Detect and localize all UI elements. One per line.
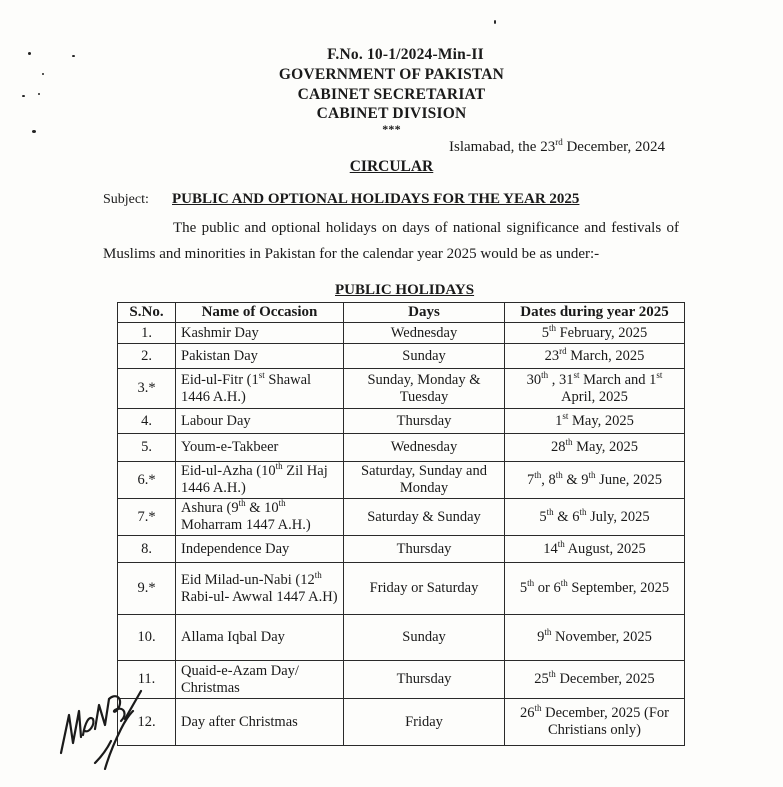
ordinal-suffix: th: [548, 669, 556, 680]
table-body: [118, 323, 685, 746]
occasion-cell: Labour Day: [176, 409, 344, 434]
ordinal-suffix: th: [534, 703, 542, 714]
table-row: [118, 462, 685, 499]
table-row: [118, 369, 685, 409]
place-date-sup: rd: [555, 137, 563, 147]
sno-cell: 7.*: [118, 499, 176, 536]
days-cell: Sunday: [344, 615, 505, 661]
sno-cell: 6.*: [118, 462, 176, 499]
sno-cell: 10.: [118, 615, 176, 661]
ordinal-suffix: th: [238, 498, 246, 509]
occasion-cell: Eid-ul-Fitr (1st Shawal 1446 A.H.): [176, 369, 344, 409]
dates-cell: 25th December, 2025: [505, 661, 685, 699]
dates-cell: 14th August, 2025: [505, 536, 685, 563]
ordinal-suffix: th: [579, 506, 587, 517]
days-cell: Thursday: [344, 536, 505, 563]
scan-speck: [494, 20, 496, 24]
dates-cell: 7th, 8th & 9th June, 2025: [505, 462, 685, 499]
ordinal-suffix: th: [275, 461, 283, 472]
occasion-cell: Ashura (9th & 10th Moharram 1447 A.H.): [176, 499, 344, 536]
table-row: [118, 661, 685, 699]
holidays-table: [117, 302, 685, 746]
occasion-cell: Eid-ul-Azha (10th Zil Haj 1446 A.H.): [176, 462, 344, 499]
ordinal-suffix: st: [258, 369, 265, 380]
table-title: PUBLIC HOLIDAYS: [335, 282, 475, 298]
ordinal-suffix: th: [555, 469, 563, 480]
days-cell: Thursday: [344, 661, 505, 699]
column-header: S.No.: [118, 303, 176, 323]
dates-cell: 30th , 31st March and 1st April, 2025: [505, 369, 685, 409]
dates-cell: 26th December, 2025 (For Christians only): [505, 699, 685, 746]
file-number: F.No. 10-1/2024-Min-II: [327, 46, 484, 63]
dates-cell: 5th February, 2025: [505, 323, 685, 344]
ordinal-suffix: rd: [559, 345, 567, 356]
sno-cell: 3.*: [118, 369, 176, 409]
sno-cell: 9.*: [118, 563, 176, 615]
days-cell: Friday: [344, 699, 505, 746]
ordinal-suffix: th: [534, 469, 542, 480]
ordinal-suffix: st: [656, 369, 663, 380]
days-cell: Thursday: [344, 409, 505, 434]
days-cell: Friday or Saturday: [344, 563, 505, 615]
table-row: [118, 536, 685, 563]
table-row: [118, 563, 685, 615]
government-heading: GOVERNMENT OF PAKISTAN: [278, 66, 505, 83]
days-cell: Saturday, Sunday and Monday: [344, 462, 505, 499]
table-row: [118, 344, 685, 369]
occasion-cell: Quaid-e-Azam Day/ Christmas: [176, 661, 344, 699]
days-cell: Sunday, Monday & Tuesday: [344, 369, 505, 409]
dates-cell: 5th & 6th July, 2025: [505, 499, 685, 536]
table-row: [118, 434, 685, 462]
dates-cell: 28th May, 2025: [505, 434, 685, 462]
occasion-cell: Kashmir Day: [176, 323, 344, 344]
place-date-prefix: Islamabad, the 23: [449, 139, 556, 155]
signature: [55, 685, 150, 770]
division-heading: CABINET DIVISION: [316, 105, 467, 122]
ordinal-suffix: th: [546, 506, 554, 517]
dates-cell: 1st May, 2025: [505, 409, 685, 434]
table-header-row: [118, 303, 685, 323]
ordinal-suffix: th: [541, 369, 549, 380]
occasion-cell: Allama Iqbal Day: [176, 615, 344, 661]
days-cell: Wednesday: [344, 323, 505, 344]
table-row: [118, 699, 685, 746]
subject-text: PUBLIC AND OPTIONAL HOLIDAYS FOR THE YEAR 2025: [172, 191, 580, 207]
ordinal-suffix: st: [573, 369, 580, 380]
intro-paragraph: The public and optional holidays on days of national significance and festivals of Muslims and minorities in Pakistan for the calendar year 2025 would be as under:-: [103, 220, 679, 262]
sno-cell: 4.: [118, 409, 176, 434]
subject-label: Subject:: [103, 192, 149, 207]
place-date-suffix: December, 2024: [562, 139, 665, 155]
occasion-cell: Day after Christmas: [176, 699, 344, 746]
ordinal-suffix: th: [314, 569, 322, 580]
ordinal-suffix: st: [562, 410, 569, 421]
occasion-cell: Eid Milad-un-Nabi (12th Rabi-ul- Awwal 1447 A.H): [176, 563, 344, 615]
days-cell: Wednesday: [344, 434, 505, 462]
table-row: [118, 615, 685, 661]
sno-cell: 11.: [118, 661, 176, 699]
sno-cell: 1.: [118, 323, 176, 344]
secretariat-heading: CABINET SECRETARIAT: [297, 86, 486, 103]
occasion-cell: Independence Day: [176, 536, 344, 563]
header-stars: ***: [382, 122, 401, 136]
column-header: Dates during year 2025: [505, 303, 685, 323]
ordinal-suffix: th: [565, 437, 573, 448]
place-date: [449, 139, 665, 156]
occasion-cell: Youm-e-Takbeer: [176, 434, 344, 462]
circular-title: CIRCULAR: [349, 158, 434, 175]
sno-cell: 8.: [118, 536, 176, 563]
occasion-cell: Pakistan Day: [176, 344, 344, 369]
table-row: [118, 499, 685, 536]
column-header: Name of Occasion: [176, 303, 344, 323]
ordinal-suffix: th: [278, 498, 286, 509]
sno-cell: 5.: [118, 434, 176, 462]
sno-cell: 2.: [118, 344, 176, 369]
dates-cell: 9th November, 2025: [505, 615, 685, 661]
ordinal-suffix: th: [544, 627, 552, 638]
days-cell: Sunday: [344, 344, 505, 369]
ordinal-suffix: th: [527, 578, 535, 589]
days-cell: Saturday & Sunday: [344, 499, 505, 536]
dates-cell: 5th or 6th September, 2025: [505, 563, 685, 615]
ordinal-suffix: th: [560, 578, 568, 589]
table-row: [118, 323, 685, 344]
sno-cell: 12.: [118, 699, 176, 746]
ordinal-suffix: th: [557, 538, 565, 549]
column-header: Days: [344, 303, 505, 323]
ordinal-suffix: th: [548, 322, 556, 333]
ordinal-suffix: th: [588, 469, 596, 480]
dates-cell: 23rd March, 2025: [505, 344, 685, 369]
table-row: [118, 409, 685, 434]
